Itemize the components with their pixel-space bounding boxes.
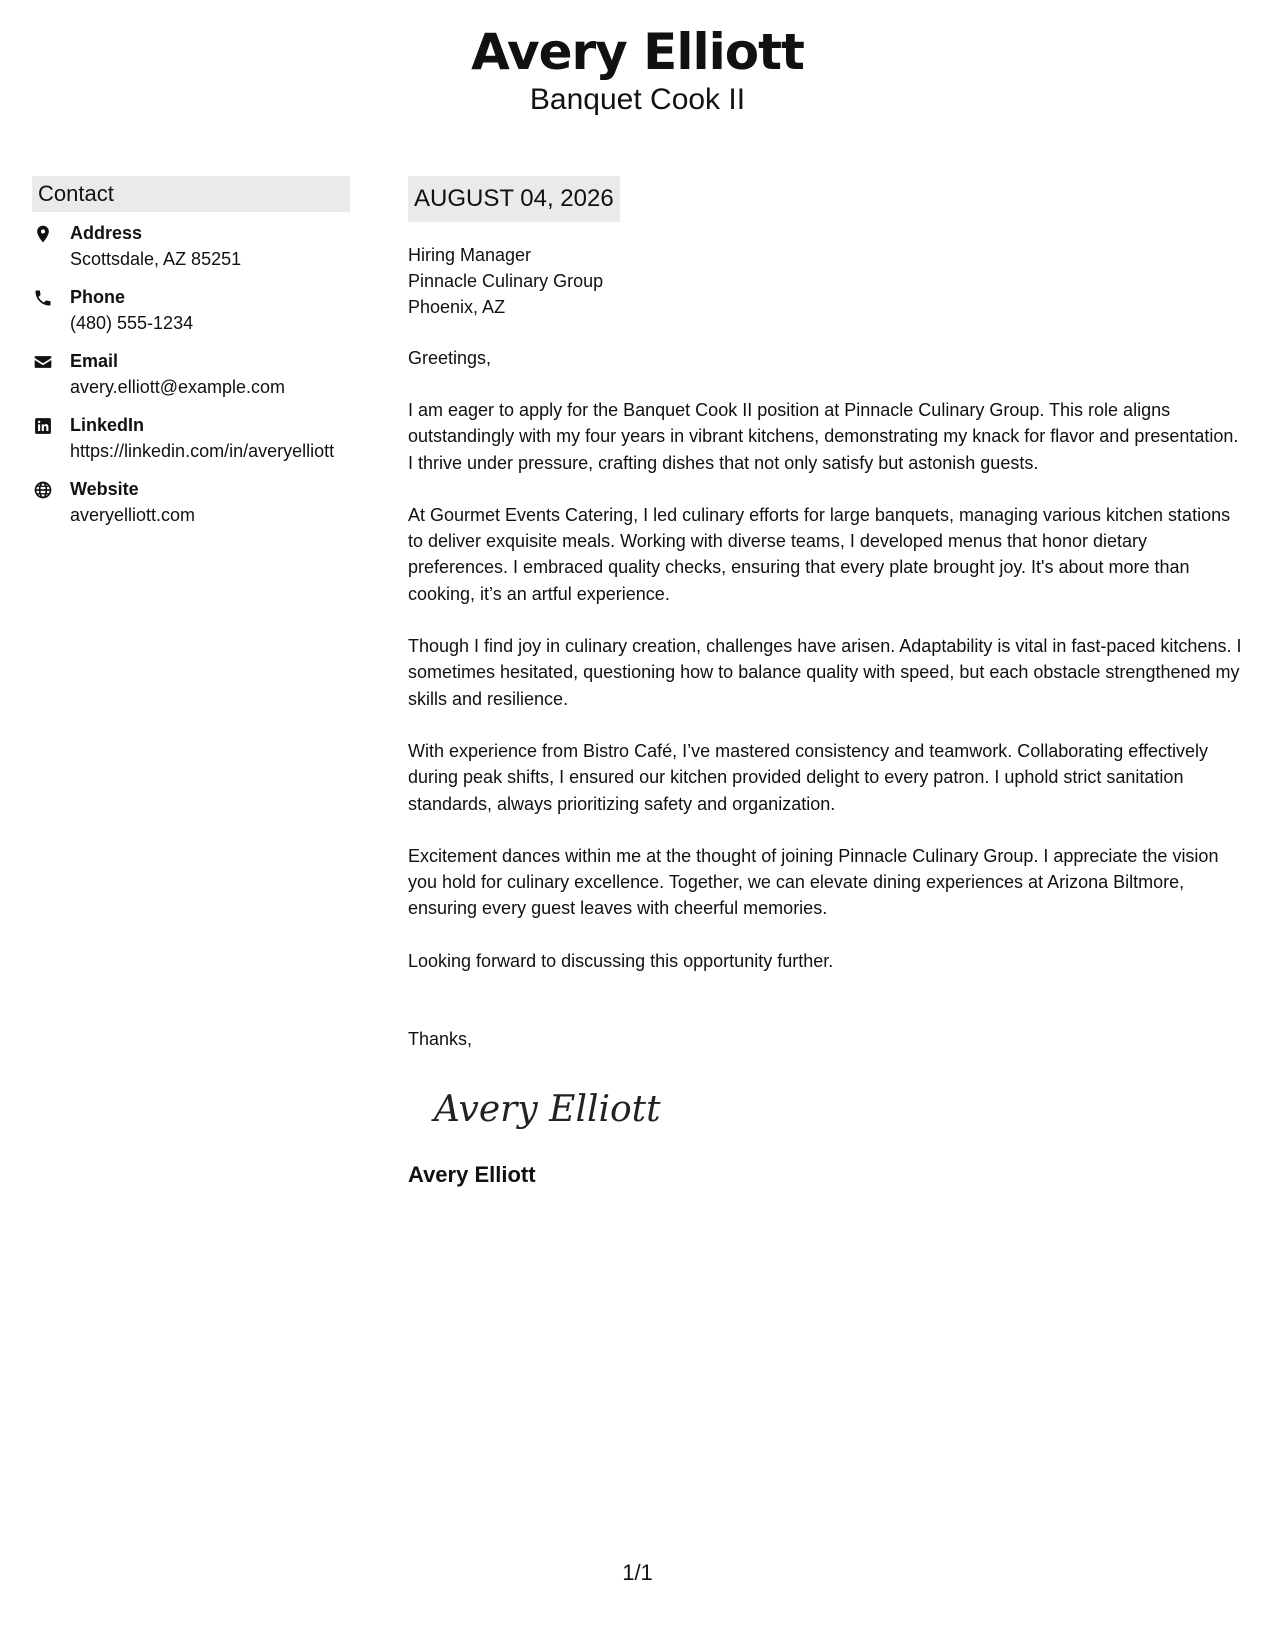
- contact-item-email: [32, 348, 350, 400]
- location-pin-icon: [32, 223, 54, 245]
- recipient-title: Hiring Manager: [408, 245, 532, 265]
- greeting: Greetings,: [408, 348, 492, 368]
- job-title: Banquet Cook II: [529, 83, 746, 116]
- contact-label: Email: [70, 351, 119, 371]
- contact-value: Scottsdale, AZ 85251: [70, 249, 242, 269]
- recipient-block: [408, 242, 1248, 320]
- page-number: 1/1: [622, 1560, 653, 1585]
- contact-list: [32, 220, 350, 528]
- contact-value: averyelliott.com: [70, 505, 196, 525]
- body-paragraph: Though I find joy in culinary creation, challenges have arisen. Adaptability is vital in fast-paced kitchens. I sometimes hesitated, questioning how to balance quality with speed, but each obstacle strengthened my skills and resilience.: [408, 636, 1242, 709]
- body-paragraph: I am eager to apply for the Banquet Cook II position at Pinnacle Culinary Group. This role aligns outstandingly with my four years in vibrant kitchens, demonstrating my knack for flavor and presentation. I thrive under pressure, crafting dishes that not only satisfy but astonish guests.: [408, 400, 1239, 473]
- contact-value: https://linkedin.com/in/averyelliott: [70, 441, 335, 461]
- recipient-location: Phoenix, AZ: [408, 297, 506, 317]
- contact-item-linkedin: [32, 412, 350, 464]
- contact-item-phone: [32, 284, 350, 336]
- contact-label: Address: [70, 223, 143, 243]
- contact-label: Phone: [70, 287, 126, 307]
- globe-icon: [32, 479, 54, 501]
- contact-heading: Contact: [32, 176, 350, 212]
- letter-body: [408, 176, 1248, 1190]
- letter-date: AUGUST 04, 2026: [408, 176, 620, 222]
- contact-sidebar: [32, 176, 350, 540]
- body-paragraph: With experience from Bistro Café, I’ve mastered consistency and teamwork. Collaborating effectively during peak shifts, I ensured our kitchen provided delight to every patron. I uphold strict sanitation standards, always prioritizing safety and organization.: [408, 740, 1209, 814]
- contact-label: Website: [70, 479, 139, 499]
- body-paragraph: Excitement dances within me at the thought of joining Pinnacle Culinary Group. I appreciate the vision you hold for culinary excellence. Together, we can elevate dining experiences at Arizona Biltmore, ensuring every guest leaves with cheerful memories.: [408, 845, 1219, 919]
- contact-item-website: [32, 476, 350, 528]
- contact-value: (480) 555-1234: [70, 313, 194, 333]
- letter-header: [0, 22, 1275, 118]
- body-paragraph: Looking forward to discussing this opportunity further.: [408, 950, 834, 971]
- applicant-name: Avery Elliott: [471, 23, 804, 81]
- linkedin-icon: [32, 415, 54, 437]
- envelope-icon: [32, 351, 54, 373]
- signer-name: Avery Elliott: [408, 1162, 536, 1188]
- handwritten-signature: Avery Elliott: [434, 1089, 661, 1131]
- phone-icon: [32, 287, 54, 309]
- contact-label: LinkedIn: [70, 415, 145, 435]
- recipient-company: Pinnacle Culinary Group: [408, 271, 604, 291]
- contact-item-address: [32, 220, 350, 272]
- contact-value: avery.elliott@example.com: [70, 377, 286, 397]
- body-paragraph: At Gourmet Events Catering, I led culinary efforts for large banquets, managing various kitchen stations to deliver exquisite meals. Working with diverse teams, I developed menus that honor dietary preferences. I embraced quality checks, ensuring that every plate brought joy. It's about more than cooking, it’s an artful experience.: [408, 504, 1231, 604]
- closing: Thanks,: [408, 1029, 473, 1050]
